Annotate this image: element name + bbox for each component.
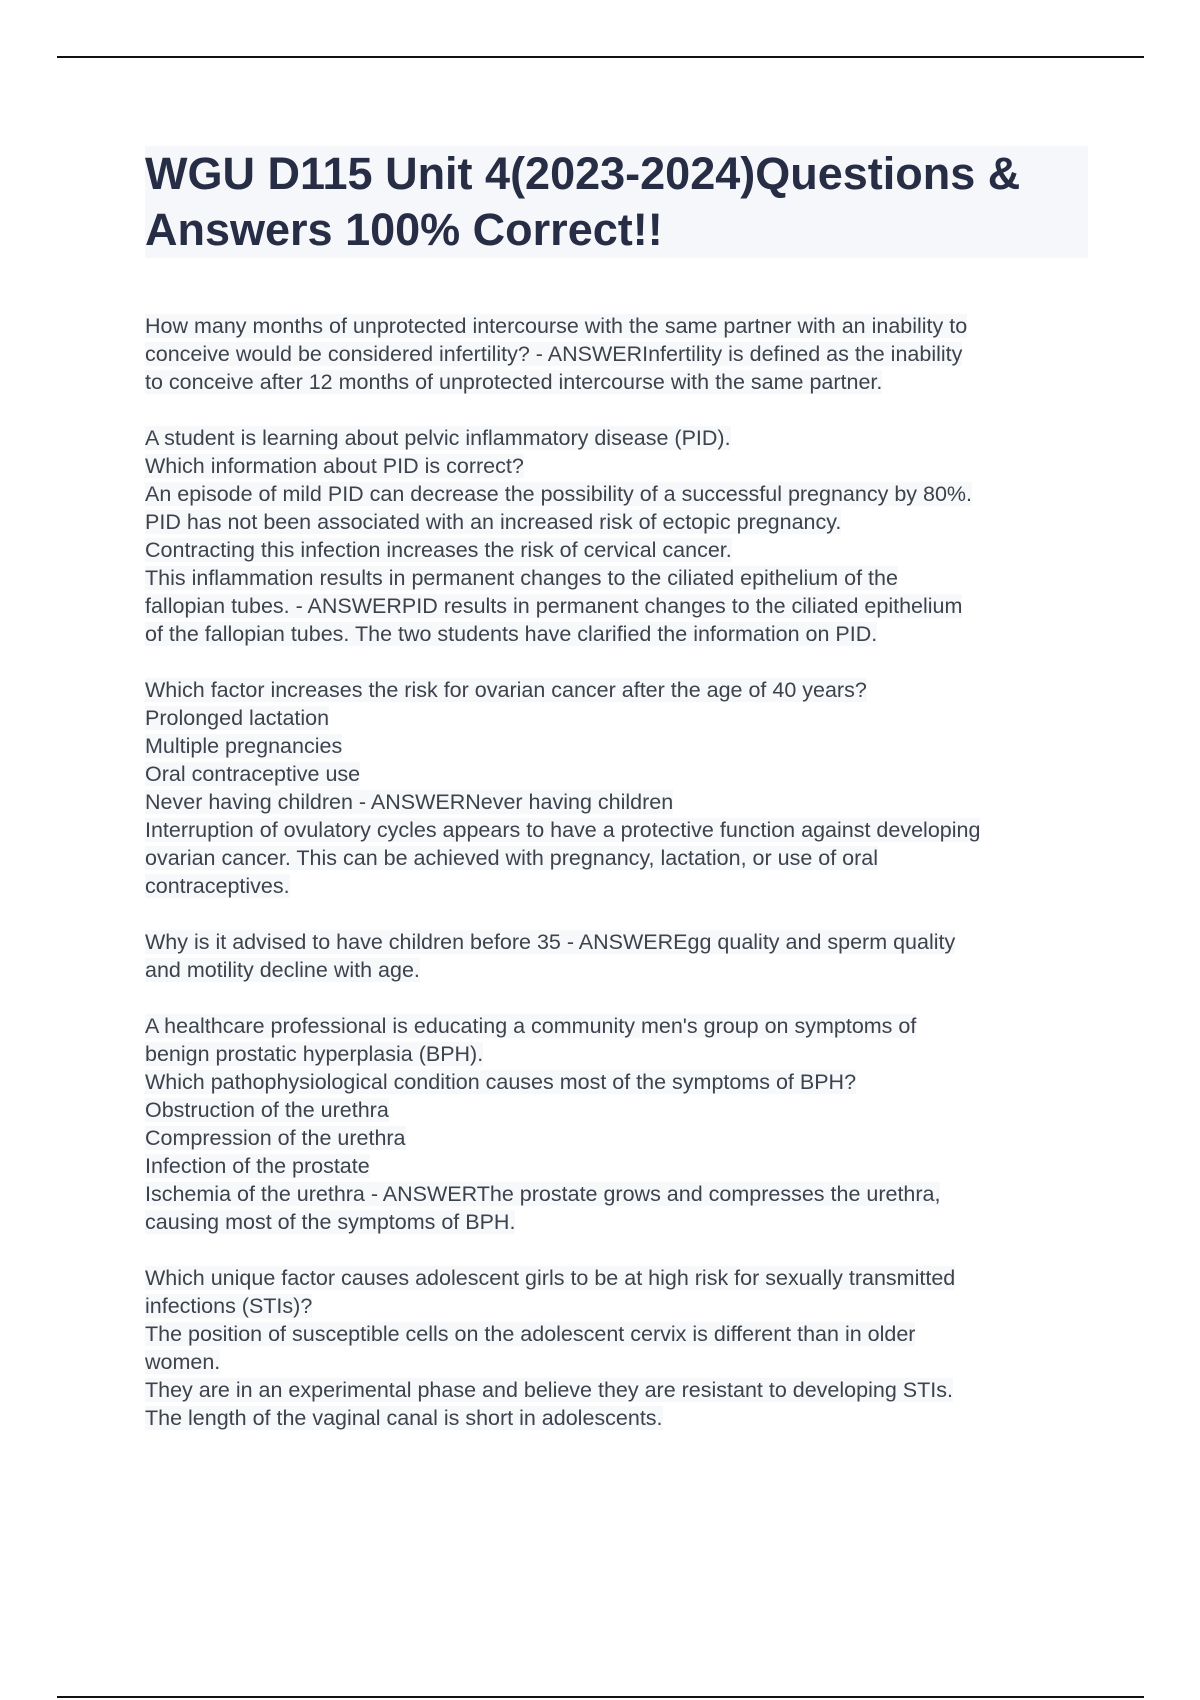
text-line: A healthcare professional is educating a community men's group on symptoms of: [145, 1014, 917, 1038]
text-line: infections (STIs)?: [145, 1294, 313, 1318]
text-line: Compression of the urethra: [145, 1126, 406, 1150]
title-line: Answers 100% Correct!!: [145, 204, 663, 255]
text-line: causing most of the symptoms of BPH.: [145, 1210, 516, 1234]
top-divider: [57, 56, 1144, 58]
text-line: Never having children - ANSWERNever having children: [145, 790, 674, 814]
text-line: and motility decline with age.: [145, 958, 420, 982]
qa-block-pid: [145, 424, 1095, 648]
text-line: Obstruction of the urethra: [145, 1098, 389, 1122]
text-line: PID has not been associated with an increased risk of ectopic pregnancy.: [145, 510, 842, 534]
text-line: fallopian tubes. - ANSWERPID results in permanent changes to the ciliated epithelium: [145, 594, 963, 618]
text-line: benign prostatic hyperplasia (BPH).: [145, 1042, 484, 1066]
qa-block-children-before-35: [145, 928, 1095, 984]
text-line: women.: [145, 1350, 221, 1374]
qa-block-ovarian-cancer: [145, 676, 1095, 900]
text-line: Interruption of ovulatory cycles appears to have a protective function against developing: [145, 818, 981, 842]
text-line: Contracting this infection increases the risk of cervical cancer.: [145, 538, 732, 562]
qa-block-bph: [145, 1012, 1095, 1236]
qa-block-infertility: [145, 312, 1095, 396]
text-line: ovarian cancer. This can be achieved with pregnancy, lactation, or use of oral: [145, 846, 879, 870]
text-line: Which unique factor causes adolescent girls to be at high risk for sexually transmitted: [145, 1266, 956, 1290]
text-line: Infection of the prostate: [145, 1154, 370, 1178]
text-line: of the fallopian tubes. The two students have clarified the information on PID.: [145, 622, 878, 646]
text-line: contraceptives.: [145, 874, 290, 898]
text-line: The length of the vaginal canal is short in adolescents.: [145, 1406, 663, 1430]
text-line: Ischemia of the urethra - ANSWERThe prostate grows and compresses the urethra,: [145, 1182, 941, 1206]
text-line: They are in an experimental phase and believe they are resistant to developing STIs.: [145, 1378, 953, 1402]
text-line: conceive would be considered infertility? - ANSWERInfertility is defined as the inability: [145, 342, 963, 366]
text-line: Oral contraceptive use: [145, 762, 361, 786]
text-line: A student is learning about pelvic inflammatory disease (PID).: [145, 426, 731, 450]
bottom-divider: [57, 1696, 1144, 1698]
text-line: Multiple pregnancies: [145, 734, 343, 758]
text-line: An episode of mild PID can decrease the possibility of a successful pregnancy by 80%.: [145, 482, 973, 506]
text-line: to conceive after 12 months of unprotected intercourse with the same partner.: [145, 370, 883, 394]
text-line: Prolonged lactation: [145, 706, 330, 730]
text-line: Which pathophysiological condition causes most of the symptoms of BPH?: [145, 1070, 857, 1094]
text-line: Why is it advised to have children before 35 - ANSWEREgg quality and sperm quality: [145, 930, 956, 954]
text-line: Which factor increases the risk for ovarian cancer after the age of 40 years?: [145, 678, 867, 702]
text-line: The position of susceptible cells on the adolescent cervix is different than in older: [145, 1322, 916, 1346]
text-line: Which information about PID is correct?: [145, 454, 524, 478]
text-line: How many months of unprotected intercourse with the same partner with an inability to: [145, 314, 968, 338]
qa-block-adolescent-sti: [145, 1264, 1095, 1432]
title-line: WGU D115 Unit 4(2023-2024)Questions &: [145, 148, 1021, 199]
text-line: This inflammation results in permanent changes to the ciliated epithelium of the: [145, 566, 898, 590]
page-title: [145, 146, 1088, 258]
document-body: [145, 312, 1095, 1460]
